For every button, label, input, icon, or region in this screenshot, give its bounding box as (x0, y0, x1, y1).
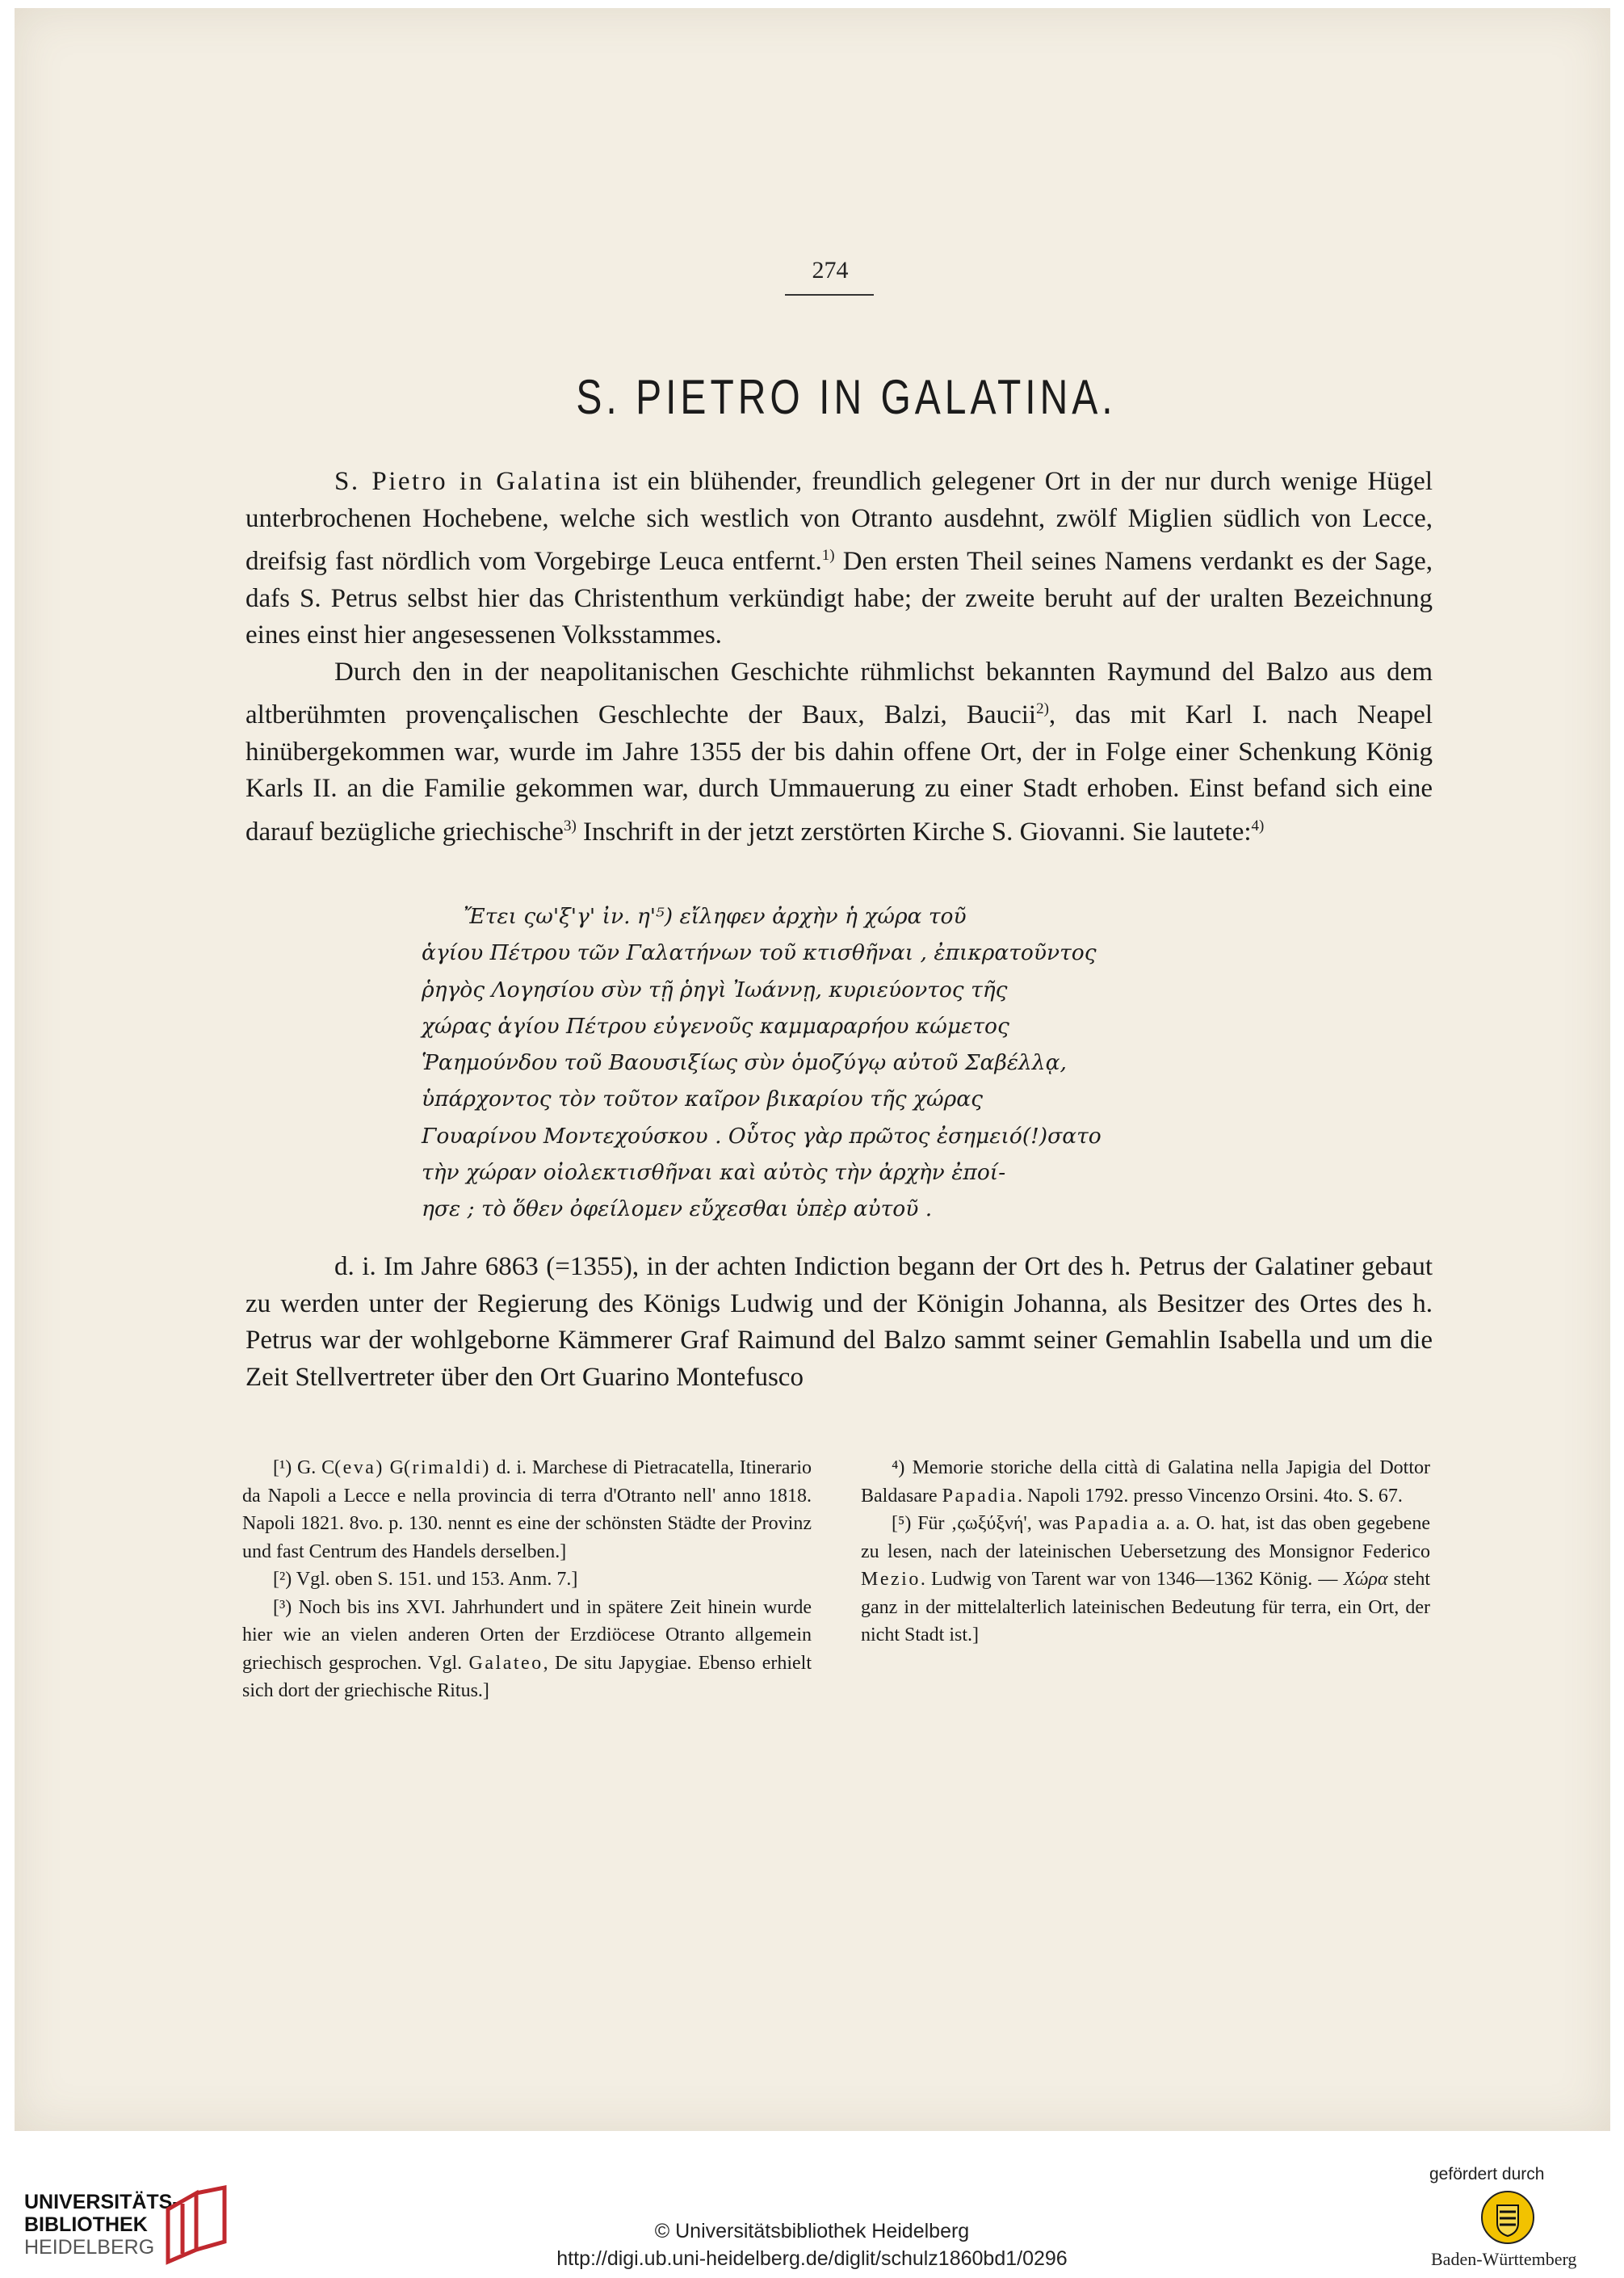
page-number: 274 (812, 257, 849, 284)
place-name: S. Pietro in Galatina (334, 467, 603, 496)
library-name-line: HEIDELBERG (24, 2236, 155, 2259)
author-name: Mezio (861, 1569, 921, 1590)
footnote-ref[interactable]: 2) (1036, 700, 1049, 717)
library-name-line: UNIVERSITÄTS- (24, 2191, 179, 2213)
greek-word: Χώρα (1343, 1569, 1388, 1590)
inscription-line: Γουαρίνου Μοντεχούσκου . Οὗτος γὰρ πρῶτος ἐσημειό(!)σατο (422, 1123, 1102, 1149)
footnote-text: ⁴) Memorie storiche della città di Galatina nella Japigia del Dottor Baldasare (861, 1457, 1430, 1507)
author-name: Papadia (942, 1485, 1018, 1507)
footnote-text: . Ludwig von Tarent war von 1346—1362 König. — (920, 1569, 1344, 1590)
paragraph-text: Durch den in der neapolitanischen Geschichte rühmlichst bekannten Raymund del Balzo aus dem altberühmten provençalischen Geschlechte der Baux, Balzi, Baucii (245, 657, 1433, 729)
footnote-ref[interactable]: 4) (1251, 817, 1265, 834)
footnote-marker: [¹) (273, 1457, 292, 1478)
state-name: Baden-Württemberg (1431, 2249, 1577, 2269)
inscription-line: ὑπάρχοντος τὸν τοῦτον καῖρον βικαρίου τῆς χώρας (422, 1086, 983, 1112)
paragraph-text: ist ein blühender, freundlich gelegener Ort in der nur durch wenige Hügel unterbrochenen Hochebene, welche sich westlich von Otranto ausdehnt, zwölf Miglien südlich von Lecce, dreifsig fast nördlich vom Vorgebirge Leuca entfernt. (245, 467, 1433, 576)
bleed-through-text (241, 331, 1452, 368)
page-title: S. PIETRO IN GALATINA. (576, 371, 1117, 425)
funded-by-label: gefördert durch (1429, 2165, 1545, 2183)
footnote-2: [²) Vgl. oben S. 151. und 153. Anm. 7.] (273, 1569, 578, 1590)
footnote-text: d. i. Marchese di Pietracatella, Itinerario da Napoli a Lecce e nella provincia di terra d'Otranto nell' anno 1818. Napoli 1821. 8vo. p. 130. nennt es eine der schönsten Städte der Provinz und fast Centrum des Handels derselben.] (242, 1457, 812, 1562)
inscription-line: Ἔτει ςω'ξ'γ' ἰν. η'⁵) εἴληφεν ἀρχὴν ἡ χώρα τοῦ (464, 904, 967, 929)
body-text (245, 464, 1433, 851)
footnote-5 (861, 1510, 1430, 1650)
paragraph-text: Den ersten Theil seines Namens verdankt es der Sage, dafs S. Petrus selbst hier das Christenthum verkündigt habe; der zweite beruht auf der uralten Bezeichnung eines einst hier angesessenen Volksstammes. (245, 547, 1433, 649)
inscription-line: ἁγίου Πέτρου τῶν Γαλατήνων τοῦ κτισθῆναι , ἐπικρατοῦντος (422, 940, 1097, 966)
footnote-text: , De situ Japygiae. Ebenso erhielt sich dort der griechische Ritus.] (242, 1652, 812, 1701)
page-number-rule (785, 294, 874, 296)
footnote-text: G. C (292, 1457, 335, 1478)
paragraph-text: , das mit Karl I. nach Neapel hinübergekommen war, wurde im Jahre 1355 der bis dahin offene Ort, der in Folge einer Schenkung König Karls II. an die Familie gekommen war, durch Ummauerung zu einer Stadt erhoben. Einst befand sich eine darauf bezügliche griechische (245, 700, 1433, 847)
footnote-ref[interactable]: 3) (563, 817, 577, 834)
inscription-line: Ῥαημούνδου τοῦ Βαουσιξίως σὺν ὁμοζύγῳ αὐτοῦ Σαβέλλᾳ, (422, 1050, 1067, 1076)
paragraph-text: Inschrift in der jetzt zerstörten Kirche S. Giovanni. Sie lautete: (576, 817, 1252, 847)
source-url-link[interactable]: http://digi.ub.uni-heidelberg.de/diglit/schulz1860bd1/0296 (556, 2247, 1068, 2270)
footnotes-right-column (861, 1454, 1430, 1650)
author-name: Galateo (468, 1652, 543, 1674)
inscription-line: χώρας ἁγίου Πέτρου εὐγενοῦς καμμαραρήου κώμετος (422, 1013, 1009, 1039)
inscription-line: ῥηγὸς Λογησίου σὺν τῇ ῥηγὶ Ἰωάννῃ, κυριεύοντος τῆς (422, 977, 1008, 1002)
footnote-3 (242, 1594, 812, 1705)
footnote-text: (rimaldi) (404, 1457, 491, 1478)
paragraph-history (245, 654, 1433, 851)
inscription-line: ησε ; τὸ ὅθεν ὀφείλομεν εὔχεσθαι ὑπὲρ αὐτοῦ . (422, 1196, 933, 1222)
copyright-notice: © Universitätsbibliothek Heidelberg (654, 2220, 970, 2242)
footnotes-left-column (242, 1454, 812, 1705)
footnote-text: G (384, 1457, 405, 1478)
translation-paragraph: d. i. Im Jahre 6863 (=1355), in der achten Indiction begann der Ort des h. Petrus der Galatiner gebaut zu werden unter der Regierung des Königs Ludwig und der Königin Johanna, als Besitzer des Ortes des h. Petrus war der wohlgeborne Kämmerer Graf Raimund del Balzo sammt seiner Gemahlin Isabella und um die Zeit Stellvertreter über den Ort Guarino Montefusco (245, 1252, 1433, 1392)
footnote-text: steht ganz in der mittelalterlich lateinischen Bedeutung für terra, ein Ort, der nicht Stadt ist.] (861, 1569, 1431, 1645)
author-name: Papadia (1074, 1513, 1151, 1534)
footnote-text: [³) Noch bis ins XVI. Jahrhundert und in spätere Zeit hinein wurde hier wie an vielen anderen Orten der Erzdiöcese Otranto allgemein griechisch gesprochen. Vgl. (242, 1596, 812, 1674)
footnote-text: a. a. O. hat, ist das oben gegebene zu lesen, nach der lateinischen Uebersetzung des Monsignor Federico (861, 1513, 1430, 1562)
inscription-line: τὴν χώραν οἰολεκτισθῆναι καὶ αὐτὸς τὴν ἀρχὴν ἐποί- (422, 1160, 1006, 1186)
library-name-line: BIBLIOTHEK (24, 2213, 148, 2236)
paragraph-intro (245, 464, 1433, 654)
greek-inscription (422, 898, 1245, 1228)
footnote-ref[interactable]: 1) (821, 547, 835, 564)
footnote-text: (eva) (334, 1457, 384, 1478)
footnote-text: [⁵) Für ‚ςωξύξνή', was (892, 1513, 1075, 1534)
footnote-4 (861, 1454, 1430, 1510)
footnote-1 (242, 1454, 812, 1566)
footnote-text: . Napoli 1792. presso Vincenzo Orsini. 4to. S. 67. (1018, 1485, 1403, 1507)
